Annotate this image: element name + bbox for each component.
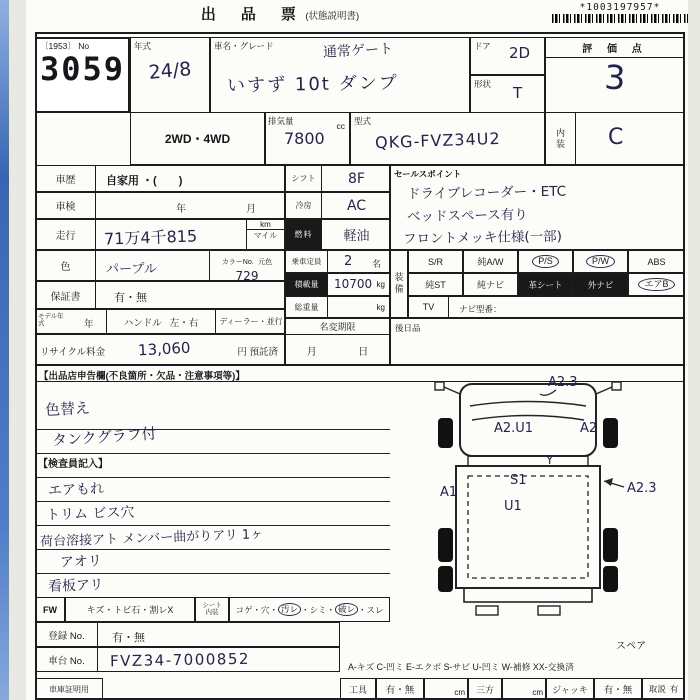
seller-note-2: タンクグラフ付 <box>51 424 158 450</box>
seat-condition-box <box>229 597 390 622</box>
recycle-row <box>35 334 285 365</box>
wheel-rear-left-1 <box>438 528 453 562</box>
load-row <box>285 273 390 296</box>
color-no-value: 729 <box>235 269 259 283</box>
equip-st <box>408 273 463 296</box>
rename-label: 名変期限 <box>286 319 389 335</box>
equip-sr-label: S/R <box>427 256 443 267</box>
chassis-value: FVZ34-7000852 <box>109 649 251 671</box>
equip-leather-label: 革シート <box>528 279 563 290</box>
mirror-arm-left <box>444 387 460 394</box>
inspector-note-4: アオリ <box>59 553 103 571</box>
fw-glass-value: キズ・トビ石・割レX <box>65 597 195 622</box>
tools-label: 工具 <box>340 678 376 700</box>
model-code-cell <box>350 112 545 165</box>
equip-pw-label: P/W <box>586 255 615 268</box>
history-value: 自家用 ・( ) <box>106 175 183 187</box>
rear-frame <box>464 588 592 602</box>
model-year-label: モデル年式 <box>38 313 64 328</box>
gross-row <box>285 296 390 318</box>
mileage-label: 走行 <box>36 220 96 249</box>
rename-date <box>286 343 389 358</box>
load-unit: kg <box>376 280 385 289</box>
seat-part-dirty: 汚レ <box>278 603 301 616</box>
interior-cell <box>545 112 685 165</box>
seat-parts-post: ・スレ <box>358 604 384 615</box>
damage-note-y: Y <box>546 453 554 467</box>
capacity-unit: 名 <box>371 259 381 269</box>
equip-navi <box>463 273 518 296</box>
chassis-row <box>35 647 340 672</box>
bed-outline <box>456 466 600 588</box>
capacity-label: 乗車定員 <box>286 251 328 272</box>
seat-parts-pre: コゲ・穴・ <box>235 604 278 615</box>
equip-aw <box>463 250 518 273</box>
equip-navi-label: 純ナビ <box>476 280 504 290</box>
bed-inner-outline <box>468 476 588 578</box>
wheel-rear-left-2 <box>438 566 453 592</box>
jack-value: 有・無 <box>594 678 642 700</box>
inspection-label: 車検 <box>36 193 96 218</box>
gross-label: 総重量 <box>286 297 328 317</box>
shape-label: 形状 <box>474 79 492 89</box>
equip-extnavi <box>573 273 628 296</box>
equip-abs <box>628 250 685 273</box>
door-cell <box>470 37 545 75</box>
car-name-label: 車名・グレード <box>214 41 274 51</box>
inspector-note-5: 看板アリ <box>47 577 104 595</box>
wheel-rear-right-2 <box>603 566 618 592</box>
equip-ps-label: P/S <box>532 255 559 268</box>
unit-km-label: km <box>247 220 284 230</box>
grade-label: 評 価 点 <box>546 38 684 58</box>
seat-label-box <box>195 597 229 622</box>
inspection-month-label: 月 <box>246 204 256 215</box>
warranty-row <box>35 281 285 309</box>
vehicle-diagram <box>398 370 690 620</box>
interior-label: 内装 <box>546 113 576 164</box>
capacity-value: 2 <box>344 254 353 269</box>
displacement-cell <box>265 112 350 165</box>
displacement-unit: cc <box>336 121 345 131</box>
dealer-value: ディーラー・並行 <box>219 317 283 326</box>
ac-row <box>285 192 390 219</box>
load-label: 積載量 <box>286 274 328 295</box>
sales-line-2: ベッドスペース有り <box>406 206 528 226</box>
wheel-rear-right-1 <box>603 528 618 562</box>
rule-line <box>35 501 390 502</box>
drive-value: 2WD・4WD <box>164 132 231 146</box>
sanpo-label: 三方 <box>468 678 502 700</box>
history-label: 車歴 <box>36 166 96 191</box>
damage-note-u1: U1 <box>504 499 522 514</box>
grade-value: 3 <box>603 57 627 98</box>
chassis-label: 車台 No. <box>36 648 98 671</box>
equip-pw <box>573 250 628 273</box>
color-label: 色 <box>36 251 96 280</box>
mirror-right <box>612 382 621 390</box>
damage-note-top: A2.3 <box>548 375 578 390</box>
damage-note-s1: S1 <box>510 473 527 488</box>
header <box>0 3 560 24</box>
model-code-label: 型式 <box>354 116 372 126</box>
dimension-box-1 <box>424 678 468 700</box>
tv-navi-row <box>408 296 685 318</box>
shift-value: 8F <box>348 170 365 187</box>
car-name-value: いすず 10t ダンプ <box>226 72 399 97</box>
recycle-unit: 円 預託済 <box>237 347 278 358</box>
history-row <box>35 165 285 192</box>
ac-value: AC <box>346 197 367 214</box>
equip-airbag <box>628 273 685 296</box>
page-title: 出 品 票 <box>200 6 301 23</box>
wheel-front-right <box>603 418 618 448</box>
shift-row <box>285 165 390 192</box>
barcode-icon <box>552 14 688 23</box>
manual-value: 有 <box>669 684 679 694</box>
fuel-value: 軽油 <box>343 229 370 244</box>
lot-tag: 〔1953〕 <box>40 41 76 51</box>
equip-extnavi-label: 外ナビ <box>587 279 614 290</box>
color-row <box>35 250 285 281</box>
model-year-row <box>35 309 285 334</box>
displacement-label: 排気量 <box>268 116 294 126</box>
year-cell <box>130 37 210 113</box>
taillight-left <box>476 606 498 615</box>
lot-no-label: No <box>78 41 90 51</box>
cm-unit-2: cm <box>532 688 543 697</box>
capacity-row <box>285 250 390 273</box>
fw-label: FW <box>35 597 65 622</box>
door-label: ドア <box>474 41 491 51</box>
handle-value: 左・右 <box>169 317 199 329</box>
drive-cell <box>130 112 265 165</box>
gross-unit: kg <box>376 303 385 312</box>
spare-label: スペア <box>616 641 646 652</box>
rename-day-label: 日 <box>358 347 369 358</box>
rename-cell <box>285 318 390 365</box>
annotation-leader-line <box>540 390 556 395</box>
grade-cell <box>545 37 685 113</box>
equip-sr <box>408 250 463 273</box>
equip-st-label: 純ST <box>425 280 446 290</box>
damage-legend: A-キズ C-凹ミ E-エクボ S-サビ U-凹ミ W-補修 XX-交換済 <box>348 662 574 672</box>
damage-note-cab-left: A2.U1 <box>494 421 534 436</box>
door-value: 2D <box>509 44 531 62</box>
mirror-left <box>435 382 444 390</box>
windshield-line <box>470 402 586 407</box>
unit-mile-label: マイル <box>253 231 278 240</box>
sales-point-label: セールスポイント <box>394 169 462 179</box>
rule-line <box>35 453 390 454</box>
registration-label: 登録 No. <box>36 623 98 646</box>
sales-point-cell <box>390 165 685 250</box>
tools-value: 有・無 <box>376 678 424 700</box>
gate-note: 通常ゲート <box>322 41 394 61</box>
color-no-sub: 元色 <box>258 259 273 266</box>
fuel-label: 燃料 <box>286 220 322 249</box>
equip-aw-label: 純A/W <box>477 257 504 267</box>
sales-line-3: フロントメッキ仕様(一部) <box>402 228 563 248</box>
inspector-label: 【検査員記入】 <box>38 459 108 470</box>
model-code-value: QKG-FVZ34U2 <box>374 128 501 153</box>
later-items-label: 後日品 <box>395 323 421 333</box>
wheel-front-left <box>438 418 453 448</box>
car-name-cell <box>210 37 470 113</box>
inspector-note-3: 荷台溶接アト メンバー曲がりアリ 1ヶ <box>39 527 264 550</box>
seat-part-torn: 破レ <box>335 603 358 616</box>
damage-note-a1: A1 <box>440 485 458 500</box>
shift-label: シフト <box>286 166 322 191</box>
recycle-value: 13,060 <box>137 338 191 360</box>
mileage-unit-box <box>246 220 284 249</box>
equip-abs-label: ABS <box>647 256 666 267</box>
later-items-cell <box>390 318 685 365</box>
dimension-box-2 <box>502 678 546 700</box>
mileage-row <box>35 219 285 250</box>
tv-label: TV <box>409 297 449 317</box>
color-no-label: カラーNo. <box>221 259 254 266</box>
seller-note-1: 色替え <box>44 398 91 420</box>
mirror-arm-right <box>596 387 612 394</box>
taillight-right <box>538 606 560 615</box>
handle-box <box>106 310 216 333</box>
inspector-note-2: トリム ビス穴 <box>45 504 135 524</box>
color-value: パープル <box>106 262 157 277</box>
handle-label: ハンドル <box>123 317 162 329</box>
registration-value: 有・無 <box>112 632 145 644</box>
shape-cell <box>470 75 545 113</box>
model-year-unit: 年 <box>84 319 94 330</box>
year-value: 24/8 <box>147 58 193 84</box>
shape-value: T <box>513 84 523 102</box>
warranty-value: 有・無 <box>114 292 147 304</box>
load-value: 10700 <box>334 277 373 291</box>
year-label: 年式 <box>134 41 152 51</box>
barcode-text: *1003197957* <box>579 2 661 13</box>
equip-leather <box>518 273 573 296</box>
navi-model-label: ナビ型番： <box>459 304 502 314</box>
interior-value: C <box>608 125 624 150</box>
page-subtitle: (状態説明書) <box>305 11 360 22</box>
equip-airbag-label: エアB <box>638 278 674 291</box>
garage-certificate-label: 車庫証明用 <box>35 678 103 700</box>
damage-note-side: A2.3 <box>627 481 657 496</box>
windshield-line <box>472 416 584 421</box>
jack-label: ジャッキ <box>546 678 594 700</box>
manual-box <box>642 678 685 700</box>
scan-edge-strip <box>0 0 9 700</box>
recycle-label: リサイクル料金 <box>40 347 106 358</box>
inspection-year-label: 年 <box>176 204 186 215</box>
equip-ps <box>518 250 573 273</box>
manual-label: 取説 <box>648 684 666 694</box>
seat-parts-mid: ・シミ・ <box>300 604 335 615</box>
damage-note-cab-right: A2 <box>580 421 598 436</box>
declaration-header: 【出品店申告欄(不良箇所・欠品・注意事項等)】 <box>39 371 245 382</box>
barcode-block <box>552 2 688 23</box>
cm-unit-1: cm <box>454 688 465 697</box>
inspection-row <box>35 192 285 219</box>
warranty-label: 保証書 <box>36 282 96 308</box>
chassis-joint <box>468 456 588 466</box>
cab-outline <box>460 384 596 456</box>
color-no-box <box>209 251 284 283</box>
displacement-value: 7800 <box>284 129 325 148</box>
lot-number: 3059 <box>39 50 126 88</box>
mileage-value: 71万4千815 <box>103 226 198 249</box>
inspector-note-1: エアもれ <box>47 481 105 499</box>
seat-label-2: 内装 <box>205 609 219 617</box>
registration-row <box>35 622 340 647</box>
equip-label: 装備 <box>390 250 408 318</box>
ac-label: 冷房 <box>286 193 322 218</box>
sales-line-1: ドライブレコーダー・ETC <box>406 183 567 203</box>
dealer-box <box>216 310 286 333</box>
fuel-row <box>285 219 390 250</box>
seat-label-1: シート <box>202 602 222 609</box>
rename-month-label: 月 <box>306 347 317 358</box>
lot-box <box>35 37 130 113</box>
